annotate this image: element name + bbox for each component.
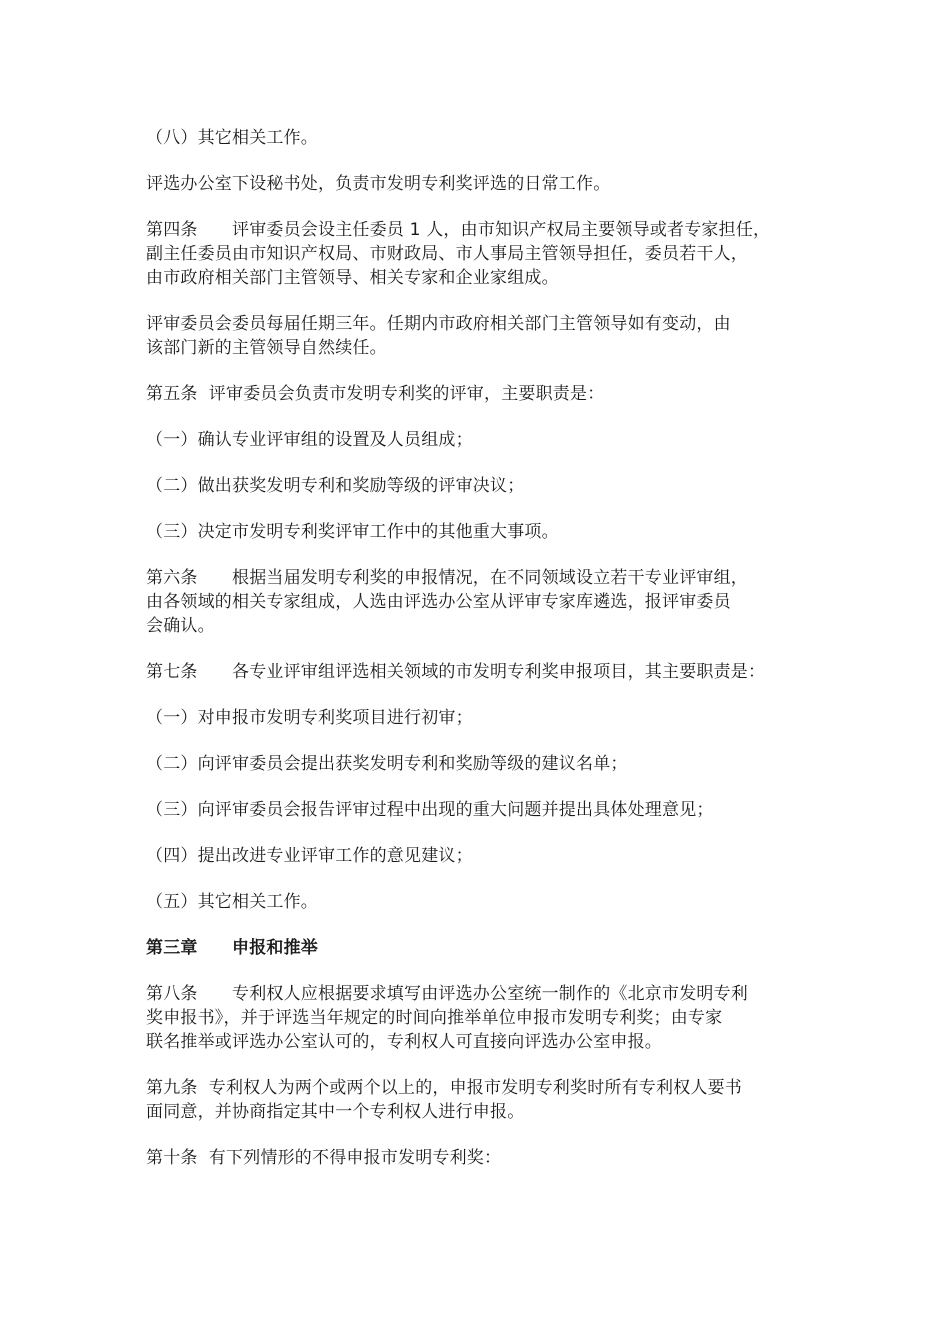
text-line: 第十条 有下列情形的不得申报市发明专利奖： [146, 1148, 502, 1168]
paragraph [146, 798, 826, 822]
text-line: 奖申报书》，并于评选当年规定的时间向推举单位申报市发明专利奖；由专家 [146, 1008, 723, 1028]
text-line: 第九条 专利权人为两个或两个以上的，申报市发明专利奖时所有专利权人要书 [146, 1078, 743, 1098]
text-line: （八）其它相关工作。 [146, 128, 318, 148]
text-line: 第四条 评审委员会设主任委员 1 人，由市知识产权局主要领导或者专家担任， [146, 220, 771, 240]
paragraph [146, 660, 826, 684]
text-line: 由各领域的相关专家组成，人选由评选办公室从评审专家库遴选，报评审委员 [146, 592, 731, 612]
text-line: 第八条 专利权人应根据要求填写由评选办公室统一制作的《北京市发明专利 [146, 984, 748, 1004]
text-line: 第五条 评审委员会负责市发明专利奖的评审，主要职责是： [146, 384, 605, 404]
paragraph [146, 172, 826, 196]
paragraph [146, 752, 826, 776]
paragraph [146, 982, 826, 1054]
text-line: （五）其它相关工作。 [146, 892, 318, 912]
paragraph [146, 1146, 826, 1170]
paragraph [146, 890, 826, 914]
text-line: 第六条 根据当届发明专利奖的申报情况，在不同领域设立若干专业评审组， [146, 568, 748, 588]
text-line: （四）提出改进专业评审工作的意见建议； [146, 846, 473, 866]
text-line: 会确认。 [146, 616, 215, 636]
paragraph [146, 382, 826, 406]
paragraph [146, 428, 826, 452]
document-page [146, 126, 826, 1192]
text-line: 第七条 各专业评审组评选相关领域的市发明专利奖申报项目，其主要职责是： [146, 662, 766, 682]
text-line: 该部门新的主管领导自然续任。 [146, 338, 387, 358]
text-line: 副主任委员由市知识产权局、市财政局、市人事局主管领导担任，委员若干人， [146, 244, 748, 264]
text-line: 面同意，并协商指定其中一个专利权人进行申报。 [146, 1102, 525, 1122]
text-line: （二）做出获奖发明专利和奖励等级的评审决议； [146, 476, 525, 496]
paragraph [146, 218, 826, 290]
text-line: （三）决定市发明专利奖评审工作中的其他重大事项。 [146, 522, 559, 542]
text-line: 由市政府相关部门主管领导、相关专家和企业家组成。 [146, 268, 559, 288]
text-line: （三）向评审委员会报告评审过程中出现的重大问题并提出具体处理意见； [146, 800, 714, 820]
text-line: 第三章 申报和推举 [146, 938, 318, 958]
text-line: （二）向评审委员会提出获奖发明专利和奖励等级的建议名单； [146, 754, 628, 774]
paragraph [146, 1076, 826, 1124]
text-line: 评选办公室下设秘书处，负责市发明专利奖评选的日常工作。 [146, 174, 611, 194]
paragraph [146, 520, 826, 544]
paragraph [146, 844, 826, 868]
paragraph [146, 474, 826, 498]
chapter-heading [146, 936, 826, 960]
paragraph [146, 312, 826, 360]
text-line: 联名推举或评选办公室认可的，专利权人可直接向评选办公室申报。 [146, 1032, 662, 1052]
text-line: 评审委员会委员每届任期三年。任期内市政府相关部门主管领导如有变动，由 [146, 314, 731, 334]
paragraph [146, 706, 826, 730]
text-line: （一）确认专业评审组的设置及人员组成； [146, 430, 473, 450]
text-line: （一）对申报市发明专利奖项目进行初审； [146, 708, 473, 728]
paragraph [146, 566, 826, 638]
paragraph [146, 126, 826, 150]
